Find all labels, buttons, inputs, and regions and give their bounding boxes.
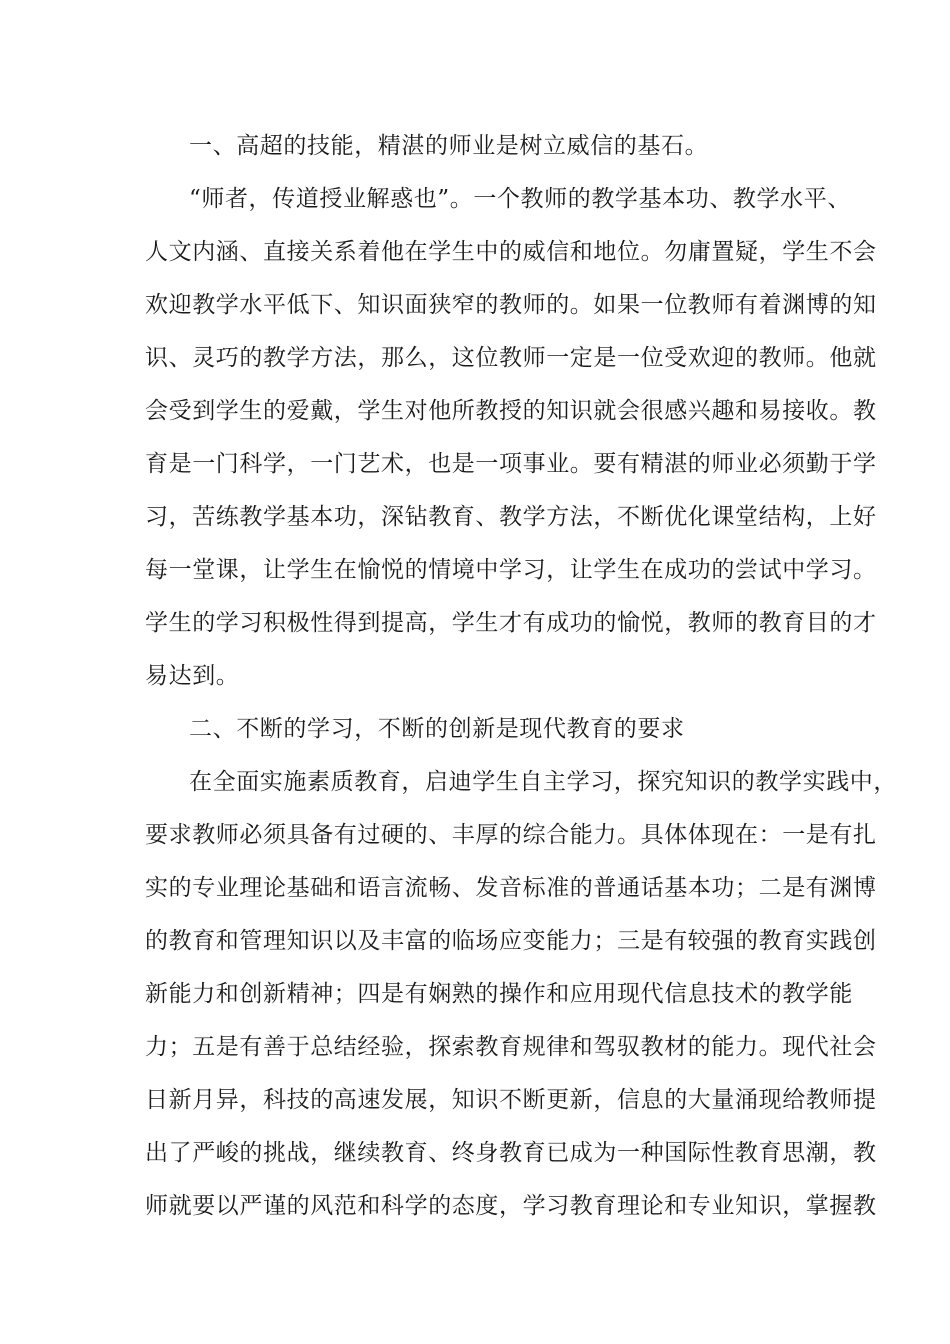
paragraph-line: 出了严峻的挑战，继续教育、终身教育已成为一种国际性教育思潮，教 bbox=[145, 1140, 877, 1166]
paragraph-line: 识、灵巧的教学方法，那么，这位教师一定是一位受欢迎的教师。他就 bbox=[145, 345, 877, 371]
paragraph-line: 会受到学生的爱戴，学生对他所教授的知识就会很感兴趣和易接收。教 bbox=[145, 398, 877, 424]
paragraph-line: 要求教师必须具备有过硬的、丰厚的综合能力。具体体现在：一是有扎 bbox=[145, 822, 877, 848]
paragraph-line: 易达到。 bbox=[145, 663, 240, 689]
paragraph-line: 的教育和管理知识以及丰富的临场应变能力；三是有较强的教育实践创 bbox=[145, 928, 877, 954]
paragraph-line: 日新月异，科技的高速发展，知识不断更新，信息的大量涌现给教师提 bbox=[145, 1087, 877, 1113]
paragraph-line: 习，苦练教学基本功，深钻教育、教学方法，不断优化课堂结构，上好 bbox=[145, 504, 877, 530]
paragraph-line: 人文内涵、直接关系着他在学生中的威信和地位。勿庸置疑，学生不会 bbox=[145, 239, 877, 265]
paragraph-line: 育是一门科学，一门艺术，也是一项事业。要有精湛的师业必须勤于学 bbox=[145, 451, 877, 477]
section-heading-2: 二、不断的学习，不断的创新是现代教育的要求 bbox=[189, 716, 685, 742]
paragraph-line: 在全面实施素质教育，启迪学生自主学习，探究知识的教学实践中， bbox=[189, 769, 897, 795]
paragraph-line: 欢迎教学水平低下、知识面狭窄的教师的。如果一位教师有着渊博的知 bbox=[145, 292, 877, 318]
paragraph-line: “师者，传道授业解惑也”。一个教师的教学基本功、教学水平、 bbox=[189, 186, 851, 212]
paragraph-line: 师就要以严谨的风范和科学的态度，学习教育理论和专业知识，掌握教 bbox=[145, 1193, 877, 1219]
paragraph-line: 新能力和创新精神；四是有娴熟的操作和应用现代信息技术的教学能 bbox=[145, 981, 853, 1007]
section-heading-1: 一、高超的技能，精湛的师业是树立威信的基石。 bbox=[189, 133, 709, 159]
paragraph-line: 每一堂课，让学生在愉悦的情境中学习，让学生在成功的尝试中学习。 bbox=[145, 557, 877, 583]
paragraph-line: 力；五是有善于总结经验，探索教育规律和驾驭教材的能力。现代社会 bbox=[145, 1034, 877, 1060]
paragraph-line: 实的专业理论基础和语言流畅、发音标准的普通话基本功；二是有渊博 bbox=[145, 875, 877, 901]
paragraph-line: 学生的学习积极性得到提高，学生才有成功的愉悦，教师的教育目的才 bbox=[145, 610, 877, 636]
